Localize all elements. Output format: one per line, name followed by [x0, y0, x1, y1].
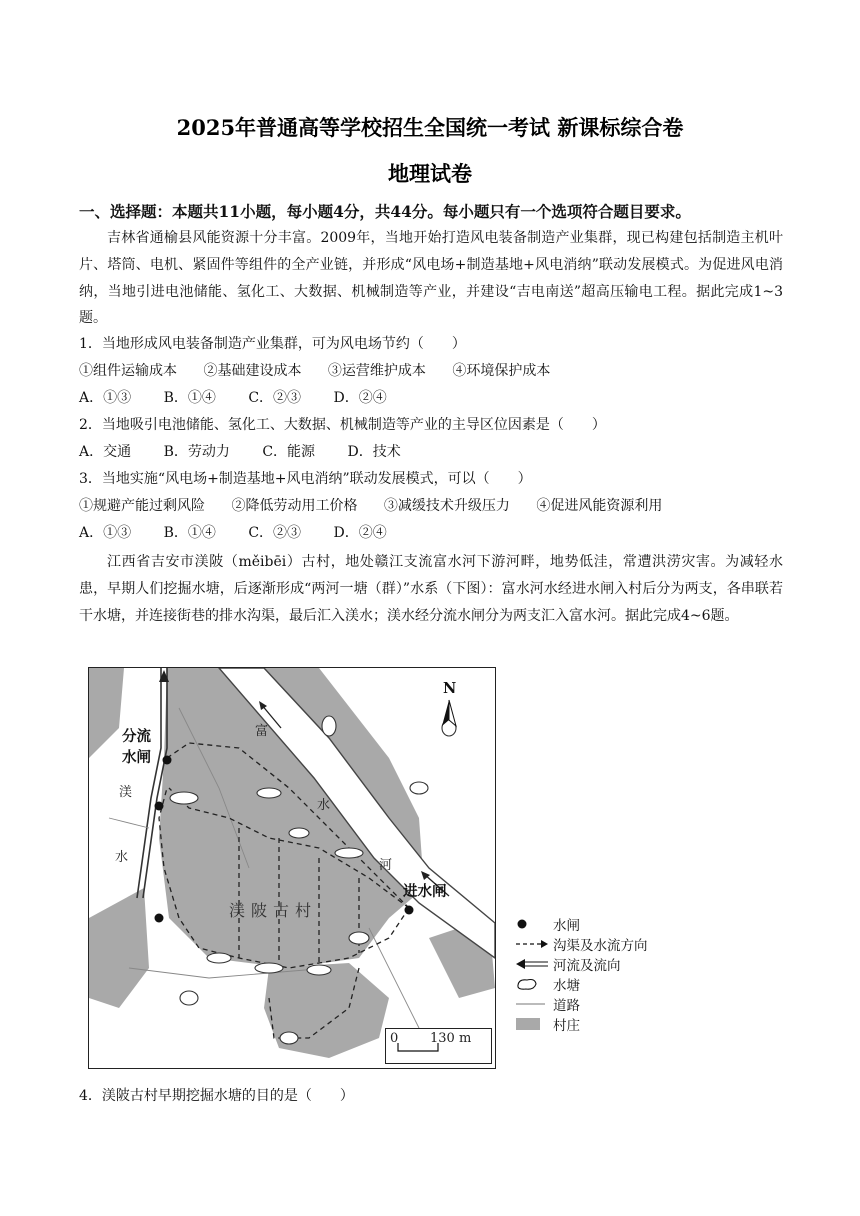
q1-item-2: ②基础建设成本: [203, 363, 302, 379]
gray-swatch-icon: [515, 1017, 549, 1031]
sluice-dot-icon: [155, 802, 164, 811]
label-he: 河: [379, 858, 393, 873]
question-1-choices: [79, 387, 415, 407]
legend-item: 道路: [515, 994, 685, 1014]
sluice-dot-icon: [155, 914, 164, 923]
village-area-south: [264, 963, 389, 1058]
sluice-fenliu-icon: [163, 756, 172, 765]
question-3-items: [79, 495, 684, 515]
q3-item-1: ①规避产能过剩风险: [79, 498, 205, 514]
village-area-west: [89, 888, 149, 1008]
q1-item-3: ③运营维护成本: [327, 363, 426, 379]
q3-item-3: ③减缓技术升级压力: [383, 498, 510, 514]
q1-choice-d[interactable]: D．②④: [333, 390, 387, 406]
section-heading: 一、选择题：本题共11小题，每小题4分，共44分。每小题只有一个选项符合题目要求。: [79, 202, 691, 221]
road-line-icon: [515, 997, 549, 1011]
q1-item-4: ④环境保护成本: [452, 363, 551, 379]
label-jinshuizha: 进水闸: [403, 883, 447, 900]
q2-choice-b[interactable]: B．劳动力: [163, 444, 230, 460]
passage-1: 吉林省通榆县风能资源十分丰富。2009年，当地开始打造风电装备制造产业集群，现已构建包括制造主机叶片、塔筒、电机、紧固件等组件的全产业链，并形成“风电场+制造基地+风电消纳”联动发展模式。为促进风电消纳，当地引进电池储能、氢化工、大数据、机械制造等产业，并建设“吉电南送”超高压输电工程。据此完成1~3题。: [79, 230, 783, 327]
meibei-water-system-map: [88, 667, 496, 1069]
meishui-river: [137, 668, 161, 898]
label-shui-left: 水: [115, 850, 129, 865]
q3-choice-c[interactable]: C．②③: [248, 525, 302, 541]
exam-title: 2025年普通高等学校招生全国统一考试 新课标综合卷: [176, 115, 684, 140]
sluice-jinshui-icon: [405, 906, 414, 915]
map-legend: [515, 914, 685, 1034]
scale-bar: 0 130 m: [385, 1028, 492, 1064]
passage-2: 江西省吉安市渼陂（měibēi）古村，地处赣江支流富水河下游河畔，地势低洼，常遭洪涝灾害。为减轻水患，早期人们挖掘水塘，后逐渐形成“两河一塘（群）”水系（下图）：富水河水经进水闸入村后分为两支，各串联若干水塘，并连接街巷的排水沟渠，最后汇入渼水；渼水经分流水闸分为两支汇入富水河。据此完成4~6题。: [79, 554, 783, 624]
label-shui-right: 水: [317, 798, 331, 813]
q2-choice-a[interactable]: A．交通: [79, 444, 132, 460]
q1-item-1: ①组件运输成本: [79, 363, 177, 379]
village-area-northwest: [89, 668, 124, 758]
question-1-items: [79, 360, 572, 380]
label-mei: 渼: [119, 785, 133, 800]
dashed-arrow-icon: [515, 937, 549, 951]
question-3-choices: [79, 522, 415, 542]
q1-choice-c[interactable]: C．②③: [248, 390, 302, 406]
question-1-stem: 1．当地形成风电装备制造产业集群，可为风电场节约（ ）: [79, 336, 466, 352]
label-village: 渼陂古村: [229, 901, 318, 920]
q3-item-4: ④促进风能资源利用: [536, 498, 663, 514]
question-3-stem: 3．当地实施“风电场+制造基地+风电消纳”联动发展模式，可以（ ）: [79, 471, 532, 487]
q2-choice-d[interactable]: D．技术: [347, 444, 401, 460]
label-fenliu-1: 分流: [122, 728, 151, 745]
q3-choice-d[interactable]: D．②④: [333, 525, 387, 541]
legend-item: 水塘: [515, 974, 685, 994]
label-fu: 富: [255, 724, 269, 739]
legend-item: 水闸: [515, 914, 685, 934]
q3-choice-b[interactable]: B．①④: [163, 525, 216, 541]
q2-choice-c[interactable]: C．能源: [262, 444, 316, 460]
legend-item: 村庄: [515, 1014, 685, 1034]
legend-item: 沟渠及水流方向: [515, 934, 685, 954]
label-fenliu-2: 水闸: [122, 749, 151, 766]
question-2-choices: [79, 441, 429, 461]
legend-item: 河流及流向: [515, 954, 685, 974]
q3-choice-a[interactable]: A．①③: [79, 525, 132, 541]
north-arrow-icon: N: [434, 682, 464, 732]
exam-subtitle: 地理试卷: [388, 161, 472, 186]
dot-icon: [515, 917, 549, 931]
q1-choice-a[interactable]: A．①③: [79, 390, 132, 406]
q3-item-2: ②降低劳动用工价格: [231, 498, 358, 514]
question-2-stem: 2．当地吸引电池储能、氢化工、大数据、机械制造等产业的主导区位因素是（ ）: [79, 417, 606, 433]
q1-choice-b[interactable]: B．①④: [163, 390, 216, 406]
pond-icon: [515, 977, 549, 991]
river-arrow-icon: [515, 957, 549, 971]
question-4-stem: 4．渼陂古村早期挖掘水塘的目的是（ ）: [79, 1088, 354, 1104]
